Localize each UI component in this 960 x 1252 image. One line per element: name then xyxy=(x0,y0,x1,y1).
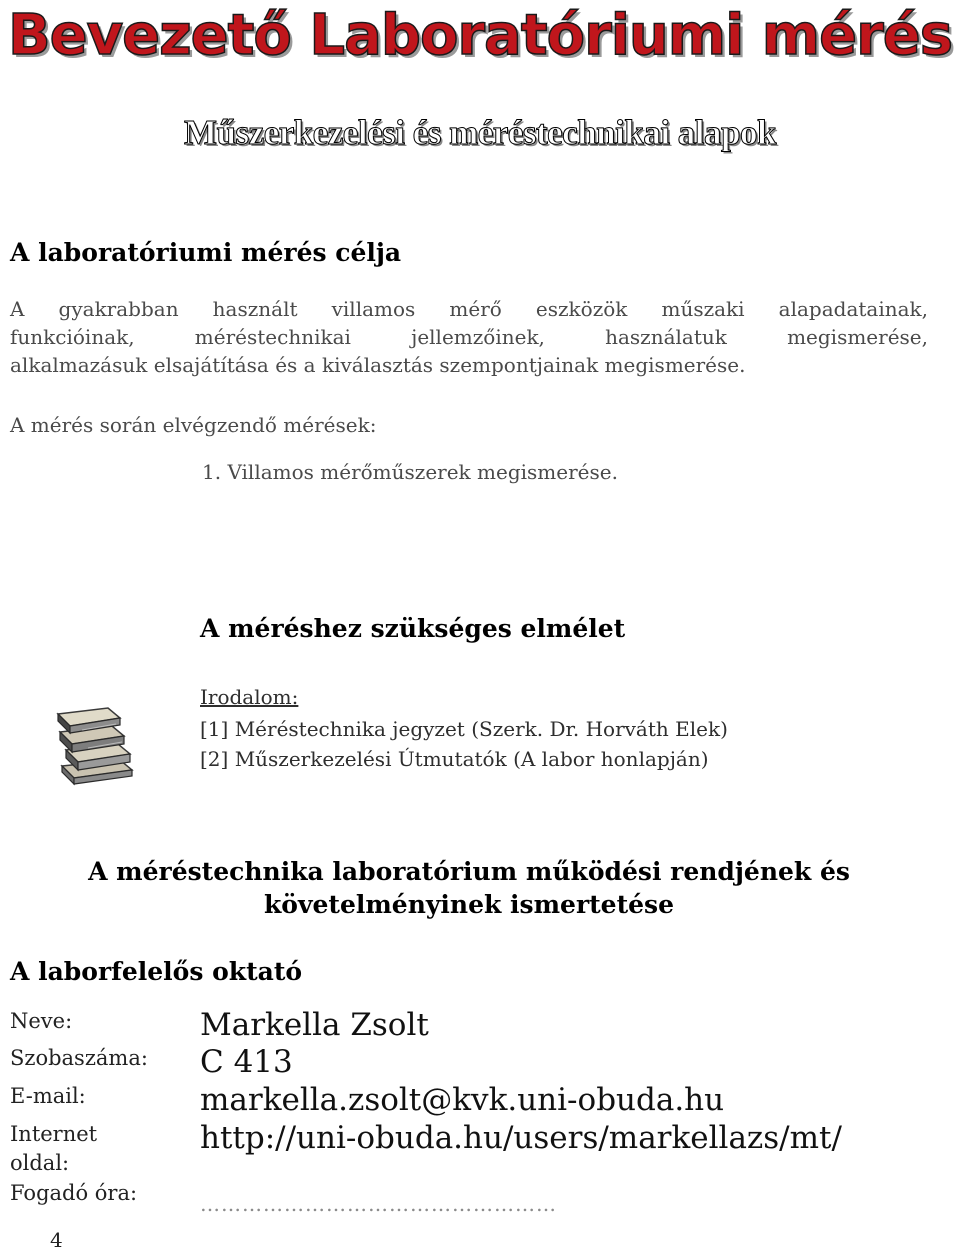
rules-heading-line-2: követelményinek ismertetése xyxy=(263,890,675,919)
literature-item-2: [2] Műszerkezelési Útmutatók (A labor honlapján) xyxy=(200,747,709,771)
web-value[interactable]: http://uni-obuda.hu/users/markellazs/mt/ xyxy=(200,1120,842,1156)
instructor-heading: A laborfelelős oktató xyxy=(10,957,303,986)
web-label-line-1: Internet xyxy=(10,1122,98,1146)
room-label: Szobaszáma: xyxy=(10,1046,148,1070)
goal-line-2: funkcióinak, méréstechnikai jellemzőinek, használatuk megismerése, xyxy=(10,325,928,349)
office-hours-placeholder: …………………………………………… xyxy=(200,1192,557,1216)
rules-heading-line-1: A méréstechnika laboratórium működési rendjének és xyxy=(88,857,850,886)
office-hours-label: Fogadó óra: xyxy=(10,1181,138,1205)
document-subtitle: Műszerkezelési és méréstechnikai alapok xyxy=(184,113,776,152)
page-number: 4 xyxy=(50,1228,63,1252)
name-value: Markella Zsolt xyxy=(200,1007,429,1043)
email-value[interactable]: markella.zsolt@kvk.uni-obuda.hu xyxy=(200,1082,725,1118)
name-label: Neve: xyxy=(10,1009,73,1033)
theory-heading: A méréshez szükséges elmélet xyxy=(200,614,626,643)
goal-heading: A laboratóriumi mérés célja xyxy=(10,238,402,267)
web-label-line-2: oldal: xyxy=(10,1151,70,1175)
task-item-1: 1. Villamos mérőműszerek megismerése. xyxy=(202,460,618,484)
email-label: E-mail: xyxy=(10,1084,86,1108)
goal-line-1: A gyakrabban használt villamos mérő eszközök műszaki alapadatainak, xyxy=(10,297,928,321)
tasks-intro: A mérés során elvégzendő mérések: xyxy=(10,413,377,437)
room-value: C 413 xyxy=(200,1044,293,1080)
document-title: Bevezető Laboratóriumi mérés xyxy=(7,3,953,68)
literature-item-1: [1] Méréstechnika jegyzet (Szerk. Dr. Horváth Elek) xyxy=(200,717,728,741)
literature-label: Irodalom: xyxy=(200,685,299,709)
goal-line-3: alkalmazásuk elsajátítása és a kiválasztás szempontjainak megismerése. xyxy=(10,353,746,377)
books-icon xyxy=(52,700,142,786)
